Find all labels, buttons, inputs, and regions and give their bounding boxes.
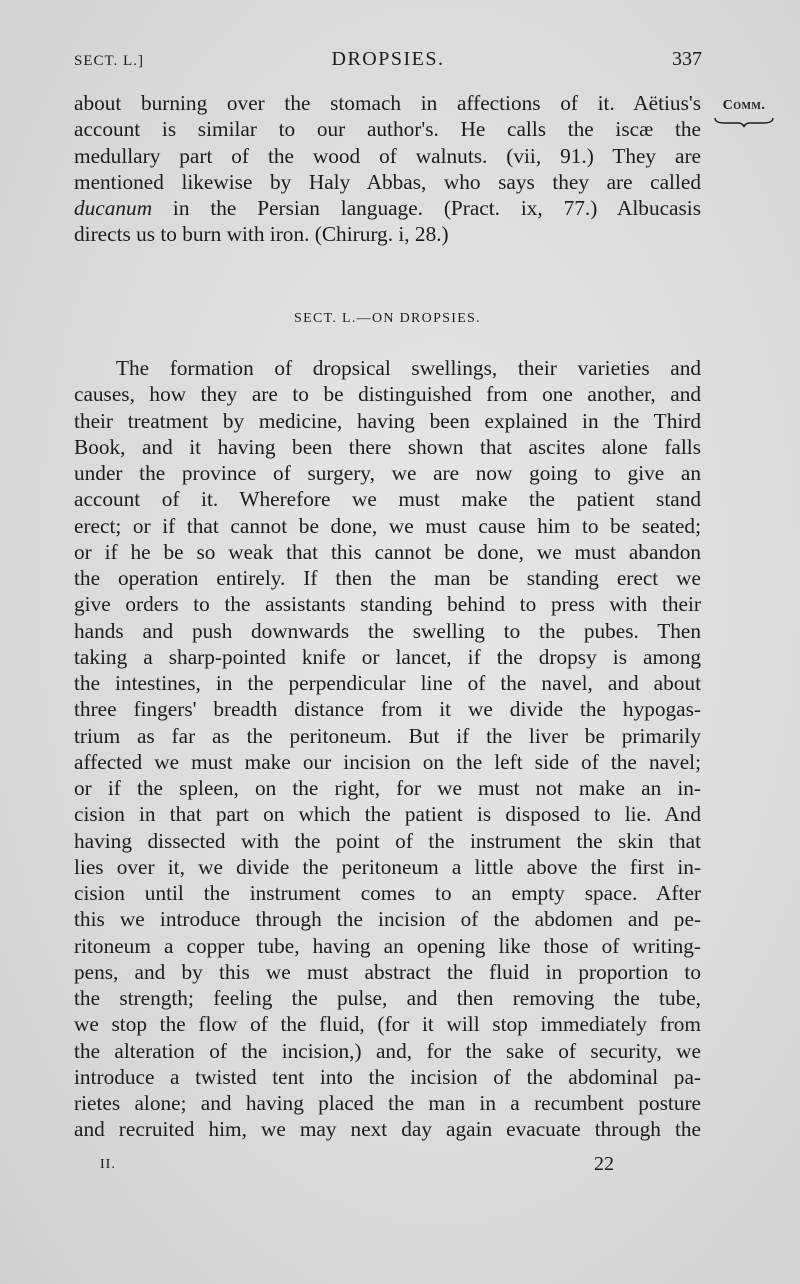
intro-paragraph	[74, 90, 701, 248]
text-line: rietes alone; and having placed the man in a recumbent posture	[74, 1091, 701, 1115]
text-line: directs us to burn with iron. (Chirurg. i, 28.)	[74, 222, 449, 247]
text-line: their treatment by medicine, having been explained in the Third	[74, 408, 701, 433]
text-line: the alteration of the incision,) and, for the sake of security, we	[74, 1038, 701, 1063]
margin-note-label: Comm.	[722, 98, 766, 113]
section-heading: SECT. L.—ON DROPSIES.	[294, 311, 481, 326]
text-line: the operation entirely. If then the man be standing erect we	[74, 566, 701, 590]
page-number: 337	[672, 48, 702, 70]
running-head-section: SECT. L.]	[74, 53, 144, 69]
body-paragraph	[74, 355, 701, 1143]
text-line: and recruited him, we may next day again evacuate through the	[74, 1117, 701, 1142]
text-line: causes, how they are to be distinguished from one another, and	[74, 382, 701, 407]
text-line: or if he be so weak that this cannot be done, we must abandon	[74, 539, 701, 564]
text-line: or if the spleen, on the right, for we must not make an in-	[74, 776, 701, 800]
text-line: medullary part of the wood of walnuts. (vii, 91.) They are	[74, 143, 701, 168]
text-line: hands and push downwards the swelling to the pubes. Then	[74, 618, 701, 643]
text-line: this we introduce through the incision of the abdomen and pe-	[74, 907, 701, 932]
text-line: introduce a twisted tent into the incision of the abdominal pa-	[74, 1064, 701, 1089]
text-line: The formation of dropsical swellings, their varieties and	[116, 356, 701, 380]
text-line: account is similar to our author's. He calls the iscæ the	[74, 117, 701, 142]
text-line: cision in that part on which the patient is disposed to lie. And	[74, 802, 701, 827]
text-line: under the province of surgery, we are now going to give an	[74, 461, 701, 485]
text-line: account of it. Wherefore we must make the patient stand	[74, 487, 701, 512]
text-line: about burning over the stomach in affections of it. Aëtius's	[74, 91, 701, 115]
signature-mark: II.	[100, 1157, 116, 1172]
margin-note	[712, 98, 776, 128]
text-line: lies over it, we divide the peritoneum a little above the first in-	[74, 854, 701, 879]
text-line: the intestines, in the perpendicular line of the navel, and about	[74, 671, 701, 695]
text-line: Book, and it having been there shown that ascites alone falls	[74, 434, 701, 459]
folio-number: 22	[594, 1153, 614, 1175]
text-line: ritoneum a copper tube, having an opening like those of writing-	[74, 933, 701, 958]
text-line: trium as far as the peritoneum. But if the liver be primarily	[74, 723, 701, 748]
text-line: we stop the flow of the fluid, (for it will stop immediately from	[74, 1012, 701, 1037]
curly-brace-icon	[713, 116, 775, 128]
text-line: erect; or if that cannot be done, we must cause him to be seated;	[74, 513, 701, 538]
running-head	[74, 48, 702, 76]
page-footer	[100, 1153, 700, 1177]
text-line: pens, and by this we must abstract the fluid in proportion to	[74, 959, 701, 984]
text-line: give orders to the assistants standing behind to press with their	[74, 592, 701, 617]
running-head-title: DROPSIES.	[331, 48, 445, 70]
text-line: cision until the instrument comes to an empty space. After	[74, 881, 701, 905]
text-line: taking a sharp-pointed knife or lancet, if the dropsy is among	[74, 644, 701, 669]
text-line: having dissected with the point of the instrument the skin that	[74, 828, 701, 853]
text-line: mentioned likewise by Haly Abbas, who says they are called	[74, 169, 701, 194]
text-line: three fingers' breadth distance from it we divide the hypogas-	[74, 697, 701, 722]
text-line: the strength; feeling the pulse, and then removing the tube,	[74, 986, 701, 1010]
italic-term: ducanum	[74, 196, 153, 220]
text-line: affected we must make our incision on the left side of the navel;	[74, 749, 701, 774]
text-line: ducanum in the Persian language. (Pract. ix, 77.) Albucasis	[74, 196, 701, 220]
